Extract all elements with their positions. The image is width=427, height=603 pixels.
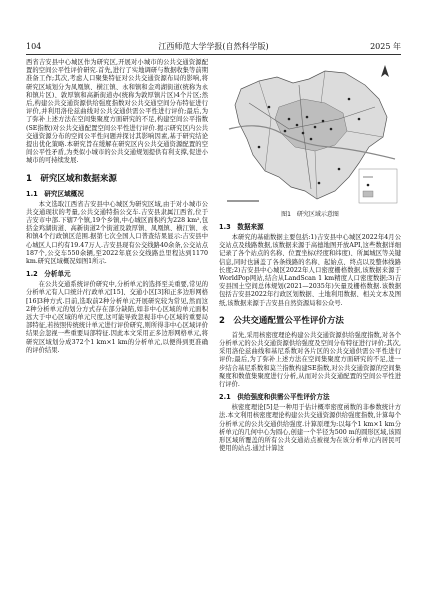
section-1-heading: 1 研究区域和数据来源 [26,173,117,184]
north-arrow-icon [381,65,389,77]
data-source-paragraph: 本研究的基础数据主要包括:1)吉安县中心城区2022年4月公交站点及线路数据,该数据来源于高德地图开放API,这些数据详细记录了各个站点的名称、位置坐标(经度和纬度)、所属城区等关键信息,同时也涵盖了各条线路的名称、起始点、终点以及整体线路长度;2)吉安县中心城区2022年人口密度栅格数据,该数据来源于WorldPop网站,结合从LandScan 1 km精度人口密度数据;3)吉安县国土空间总体规划(2021—2035年)矢量及栅格数据.该数据包括吉安县2022年行政区划数据、土地利用数据、相关文本及图纸,该数据来源于吉安县自然资源局和公众号. [219,234,401,307]
map-graphic [219,59,401,209]
section-2-1-heading: 2.1 供给强度和供需公平性评价方法 [219,393,330,402]
section-1-1-heading: 1.1 研究区域概况 [26,189,84,198]
running-header [26,41,401,53]
section-1-2-heading: 1.2 分析单元 [26,270,71,279]
right-column [219,59,401,453]
analysis-unit-paragraph: 在公共交通系统评价研究中,分析单元的选择至关重要,常见的分析单元有人口统计/行政单元[15]、交通小区[3]和正多边形网格[16]3种方式.目前,选取前2种分析单元开展研究较为常见,然而这2种分析单元的划分方式存在部分缺陷,如非中心区域的单元面积远大于中心区域的单元尺度,这可能导致忽视非中心区域的重要局部特征,若按照传统统计单元进行评价研究,则所得非中心区域评价结果会忽视一些重要局部特征.因此本文采用正多边形网格单元,将研究区域划分成372个1 km×1 km的分析单元,以便得到更准确的评价结果. [26,281,208,354]
header-rule [26,54,401,55]
issue-year: 2025 年 [370,42,401,51]
left-column [26,59,208,355]
intro-paragraph: 西省吉安县中心城区作为研究区,开展对小城市的公共交通资源配置的空间公平性评价研究.首先,进行了实地调研与数据收集等前期准备工作;其次,考虑人口聚集特征对公共交通资源布局的影响,将研究区域划分为凤凰镇、横江镇、永和镇和金鸡湖街道(统称为永和镇片区)、敦厚镇和高新街道办(统称为敦厚镇片区)4个片区;然后,构建公共交通资源供给强度指数对公共交通空间分布特征进行评价,并利用洛伦兹曲线对公共交通供需公平性进行评价;最后,为了弥补上述方法在空间集聚度方面研究的不足,构建空间公平指数(SE指数)对公共交通配置空间公平性进行评价.揭示研究区内公共交通资源分布的空间公平性问题并探讨其影响因素,基于研究结论提出优化策略.本研究旨在缓解在研究区内公共交通资源配置的空间公平性矛盾,为类似小城市的公共交通规划提供有利支撑,促进小城市的可持续发展. [26,59,208,165]
journal-title: 江西师范大学学报(自然科学版) [158,42,269,51]
method-overview-paragraph: 首先,采用核密度理论构建公共交通资源供给强度指数,对各个分析单元的公共交通资源供给强度及空间分布特征进行评价;其次,采用洛伦兹曲线和基尼系数对各片区的公共交通供需公平性进行评价;最后,为了弥补上述方法在空间集聚度方面研究的不足,进一步结合基尼系数和莫兰指数构建SE指数,对公共交通资源的空间集聚度和数值集聚度进行分析,从而对公共交通配置的空间公平性进行评价. [219,331,401,389]
figure-caption: 图1 研究区域示意图 [281,211,339,218]
study-area-map [219,59,401,209]
section-1-3-heading: 1.3 数据来源 [219,223,264,231]
page-number: 104 [26,42,42,51]
kernel-density-paragraph: 核密度理论[5]是一种用于估计概率密度函数的非参数统计方法.本文利用核密度理论构建公共交通资源供给强度指数,计算每个分析单元的公共交通供给强度.计算原理为:以每个1 km×1 km分析单元的几何中心为圆心,创建一个半径为500 m的圆形区域,该圆形区域所覆盖的所有公共交通站点被视为在该分析单元内居民可使用的站点.通过计算这 [219,404,401,453]
study-area-paragraph: 本文选取江西省吉安县中心城区为研究区域,由于对小城市公共交通现状的考量,公共交通特指公交车.吉安县隶属江西省,位于吉安市中部.下辖7个镇,19个乡镇,中心城区面积约为228 km²,包括金鸡湖街道、高新街道2个街道及敦厚镇、凤凰镇、横江镇、永和镇4个行政镇区范围.据第七次全国人口普查结果显示:吉安县中心城区人口约有19.47万人.吉安县现有公交线路40余条,公交站点187个,公交车550余辆,至2022年底公交线路总里程达到1170 km.研究区域概况如图1所示. [26,200,208,266]
section-2-heading: 2 公共交通配置公平性评价方法 [219,315,344,326]
